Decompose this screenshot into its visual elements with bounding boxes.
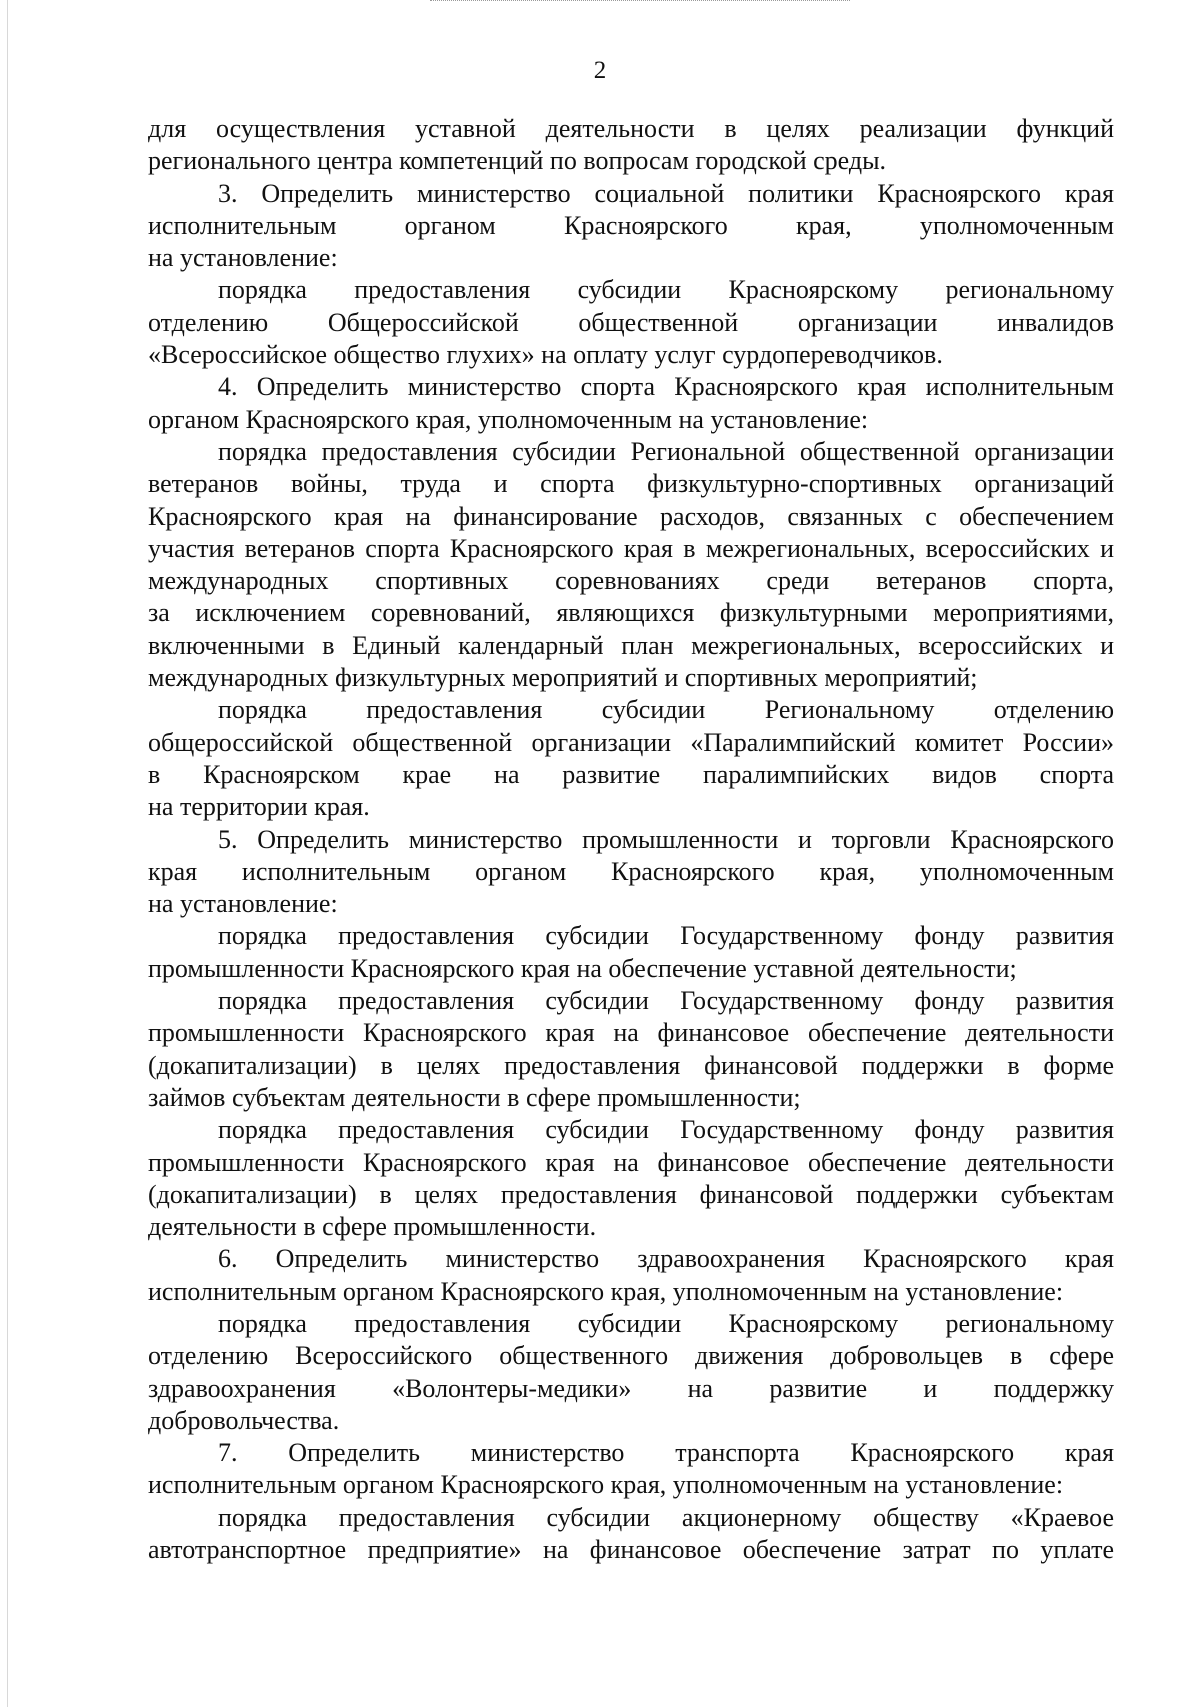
text-line: международных спортивных соревнованиях среди ветеранов спорта, [148, 566, 1114, 596]
text-line: порядка предоставления субсидии Красноярскому региональному [218, 1308, 1114, 1338]
text-line: общероссийской общественной организации «Паралимпийский комитет России» [148, 727, 1114, 757]
text-line: порядка предоставления субсидии акционерному обществу «Краевое [218, 1502, 1114, 1532]
text-line: здравоохранения «Волонтеры-медики» на развитие и поддержку [148, 1373, 1114, 1403]
text-line: включенными в Единый календарный план межрегиональных, всероссийских и [148, 630, 1114, 660]
text-line: 6. Определить министерство здравоохранения Красноярского края [218, 1244, 1114, 1274]
document-body [148, 113, 1114, 1566]
text-line: 7. Определить министерство транспорта Красноярского края [218, 1438, 1114, 1468]
text-line: отделению Всероссийского общественного движения добровольцев в сфере [148, 1341, 1114, 1371]
text-line: исполнительным органом Красноярского края, уполномоченным [148, 210, 1114, 240]
text-line: исполнительным органом Красноярского края, уполномоченным на установление: [148, 1276, 1064, 1306]
text-line: на территории края. [148, 792, 370, 822]
text-line: (докапитализации) в целях предоставления финансовой поддержки субъектам [148, 1179, 1114, 1209]
text-line: на установление: [148, 243, 338, 273]
text-line: промышленности Красноярского края на финансовое обеспечение деятельности [148, 1147, 1114, 1177]
text-line: 3. Определить министерство социальной политики Красноярского края [218, 178, 1114, 208]
text-line: промышленности Красноярского края на финансовое обеспечение деятельности [148, 1018, 1114, 1048]
text-line: 5. Определить министерство промышленности и торговли Красноярского [218, 824, 1114, 854]
text-line: для осуществления уставной деятельности в целях реализации функций [148, 114, 1114, 143]
page-number: 2 [593, 57, 607, 84]
text-line: порядка предоставления субсидии Региональному отделению [218, 695, 1114, 725]
text-line: регионального центра компетенций по вопросам городской среды. [148, 146, 887, 176]
text-line: 4. Определить министерство спорта Красноярского края исполнительным [218, 372, 1114, 402]
text-line: автотранспортное предприятие» на финансовое обеспечение затрат по уплате [148, 1535, 1114, 1565]
text-line: займов субъектам деятельности в сфере промышленности; [148, 1082, 801, 1112]
text-line: за исключением соревнований, являющихся физкультурными мероприятиями, [148, 598, 1114, 628]
text-line: края исполнительным органом Красноярского края, уполномоченным [148, 856, 1114, 886]
text-line: порядка предоставления субсидии Государственному фонду развития [218, 986, 1114, 1016]
text-line: ветеранов войны, труда и спорта физкультурно-спортивных организаций [148, 469, 1114, 499]
text-line: (докапитализации) в целях предоставления финансовой поддержки в форме [148, 1050, 1114, 1080]
scan-top-edge [430, 0, 850, 2]
text-line: органом Красноярского края, уполномоченным на установление: [148, 404, 869, 434]
text-line: промышленности Красноярского края на обеспечение уставной деятельности; [148, 953, 1017, 983]
scan-left-edge [7, 0, 8, 1707]
text-line: Красноярского края на финансирование расходов, связанных с обеспечением [148, 501, 1114, 531]
text-line: участия ветеранов спорта Красноярского края в межрегиональных, всероссийских и [148, 533, 1114, 563]
text-line: порядка предоставления субсидии Региональной общественной организации [218, 436, 1114, 466]
text-line: порядка предоставления субсидии Государственному фонду развития [218, 1115, 1114, 1145]
text-line: в Красноярском крае на развитие паралимпийских видов спорта [148, 759, 1114, 789]
text-line: порядка предоставления субсидии Государственному фонду развития [218, 921, 1114, 951]
text-line: на установление: [148, 889, 338, 919]
text-line: отделению Общероссийской общественной организации инвалидов [148, 307, 1114, 337]
text-line: исполнительным органом Красноярского края, уполномоченным на установление: [148, 1470, 1064, 1500]
text-line: добровольчества. [148, 1405, 340, 1435]
text-line: деятельности в сфере промышленности. [148, 1212, 597, 1242]
text-line: порядка предоставления субсидии Красноярскому региональному [218, 275, 1114, 305]
text-line: международных физкультурных мероприятий и спортивных мероприятий; [148, 663, 978, 693]
text-line: «Всероссийское общество глухих» на оплату услуг сурдопереводчиков. [148, 340, 943, 370]
